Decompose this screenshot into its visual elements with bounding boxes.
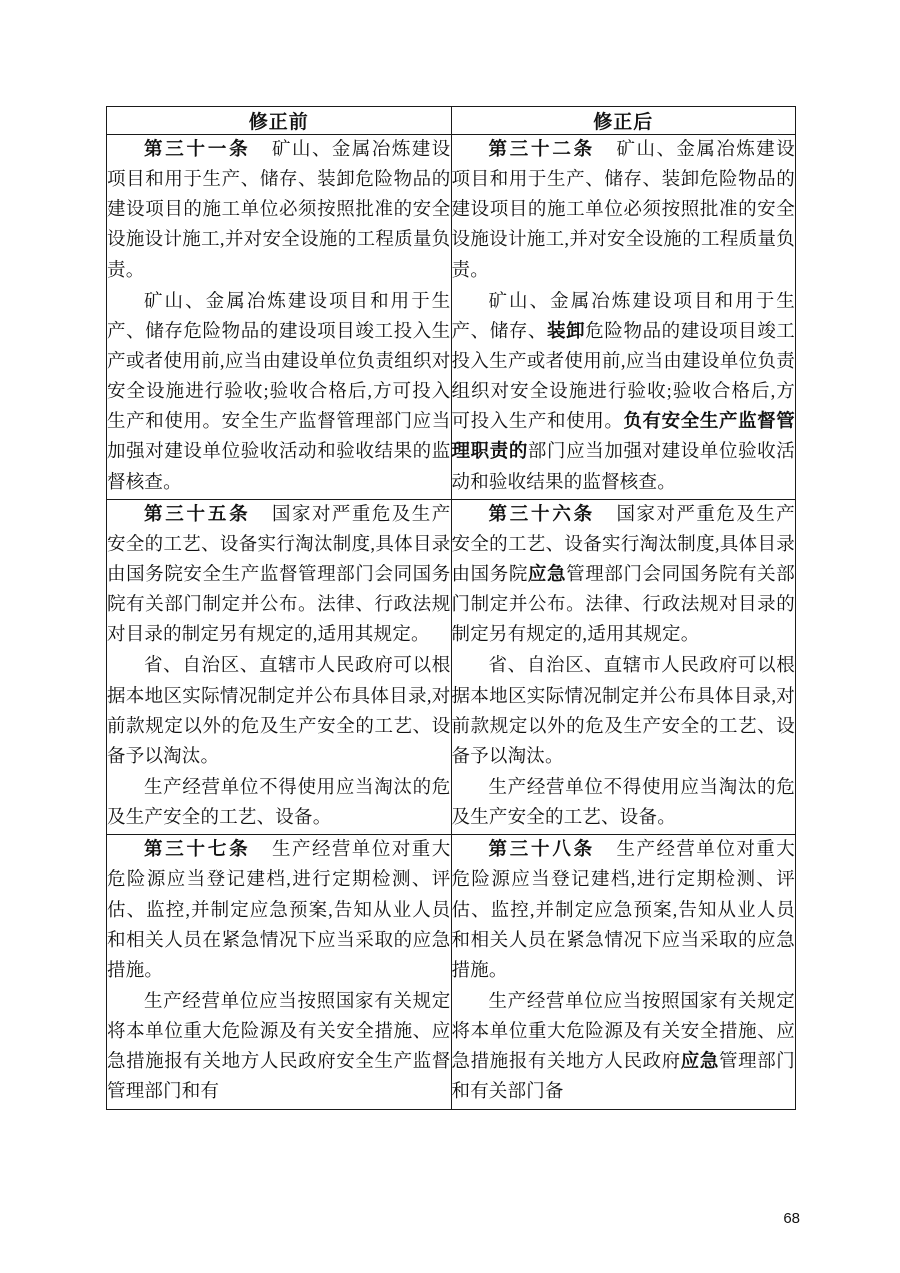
- table-row: [107, 835, 796, 1109]
- page-number: 68: [783, 1210, 800, 1227]
- paragraph-rich-text: 矿山、金属冶炼建设项目和用于生产、储存、装卸危险物品的建设项目竣工投入生产或者使用前,应当由建设单位负责组织对安全设施进行验收;验收合格后,方可投入生产和使用。负有安全生产监督管理职责的部门应当加强对建设单位验收活动和验收结果的监督核查。: [451, 291, 795, 493]
- paragraph-text: 省、自治区、直辖市人民政府可以根据本地区实际情况制定并公布具体目录,对前款规定以外的危及生产安全的工艺、设备予以淘汰。: [107, 656, 451, 767]
- paragraph-text: 矿山、金属冶炼建设项目和用于生产、储存危险物品的建设项目竣工投入生产或者使用前,应当由建设单位负责组织对安全设施进行验收;验收合格后,方可投入生产和使用。安全生产监督管理部门应当加强对建设单位验收活动和验收结果的监督核查。: [107, 291, 451, 493]
- article-number: 第三十七条: [144, 840, 251, 861]
- cell-after-1: [451, 135, 796, 500]
- paragraph-text: 省、自治区、直辖市人民政府可以根据本地区实际情况制定并公布具体目录,对前款规定以外的危及生产安全的工艺、设备予以淘汰。: [451, 656, 795, 767]
- paragraph: [452, 500, 796, 651]
- article-number: 第三十二条: [488, 140, 595, 160]
- paragraph: [452, 773, 796, 833]
- paragraph-text: 矿山、金属冶炼建设项目和用于生产、储存、装卸危险物品的建设项目的施工单位必须按照批准的安全设施设计施工,并对安全设施的工程质量负责。: [451, 140, 795, 281]
- cell-after-2: [451, 499, 796, 835]
- paragraph-text: 生产经营单位对重大危险源应当登记建档,进行定期检测、评估、监控,并制定应急预案,告知从业人员和相关人员在紧急情况下应当采取的应急措施。: [107, 840, 451, 981]
- article-number: 第三十一条: [144, 140, 251, 160]
- table-row: [107, 135, 796, 500]
- cell-before-3: [107, 835, 452, 1109]
- table-body: [107, 135, 796, 1110]
- cell-before-2: [107, 499, 452, 835]
- paragraph-rich-text: 生产经营单位应当按照国家有关规定将本单位重大危险源及有关安全措施、应急措施报有关地方人民政府应急管理部门和有关部门备: [451, 991, 795, 1103]
- paragraph: [107, 773, 451, 833]
- paragraph-rich-text: 国家对严重危及生产安全的工艺、设备实行淘汰制度,具体目录由国务院应急管理部门会同国务院有关部门制定并公布。法律、行政法规对目录的制定另有规定的,适用其规定。: [451, 504, 795, 646]
- paragraph-text: 生产经营单位对重大危险源应当登记建档,进行定期检测、评估、监控,并制定应急预案,告知从业人员和相关人员在紧急情况下应当采取的应急措施。: [451, 840, 795, 981]
- paragraph-text: 生产经营单位不得使用应当淘汰的危及生产安全的工艺、设备。: [107, 777, 451, 829]
- table-header-row: [107, 107, 796, 135]
- amendment-comparison-table: [106, 106, 796, 1110]
- paragraph: [452, 651, 796, 772]
- cell-after-3: [451, 835, 796, 1109]
- article-number: 第三十六条: [488, 504, 595, 525]
- column-header-after: 修正后: [451, 107, 796, 135]
- paragraph-text: 生产经营单位应当按照国家有关规定将本单位重大危险源及有关安全措施、应急措施报有关地方人民政府安全生产监督管理部门和有: [107, 991, 451, 1103]
- paragraph: [107, 835, 451, 986]
- cell-before-1: [107, 135, 452, 500]
- paragraph: [452, 135, 796, 286]
- paragraph: [107, 651, 451, 772]
- paragraph-text: 生产经营单位不得使用应当淘汰的危及生产安全的工艺、设备。: [451, 777, 795, 829]
- paragraph: [452, 835, 796, 986]
- table-row: [107, 499, 796, 835]
- paragraph: [452, 287, 796, 498]
- paragraph: [107, 500, 451, 651]
- paragraph: [107, 135, 451, 286]
- column-header-before: 修正前: [107, 107, 452, 135]
- paragraph: [107, 287, 451, 498]
- article-number: 第三十五条: [144, 504, 251, 525]
- paragraph: [452, 987, 796, 1108]
- paragraph: [107, 987, 451, 1108]
- paragraph-text: 矿山、金属冶炼建设项目和用于生产、储存、装卸危险物品的建设项目的施工单位必须按照批准的安全设施设计施工,并对安全设施的工程质量负责。: [107, 140, 451, 281]
- paragraph-text: 国家对严重危及生产安全的工艺、设备实行淘汰制度,具体目录由国务院安全生产监督管理部门会同国务院有关部门制定并公布。法律、行政法规对目录的制定另有规定的,适用其规定。: [107, 504, 451, 646]
- article-number: 第三十八条: [488, 840, 595, 861]
